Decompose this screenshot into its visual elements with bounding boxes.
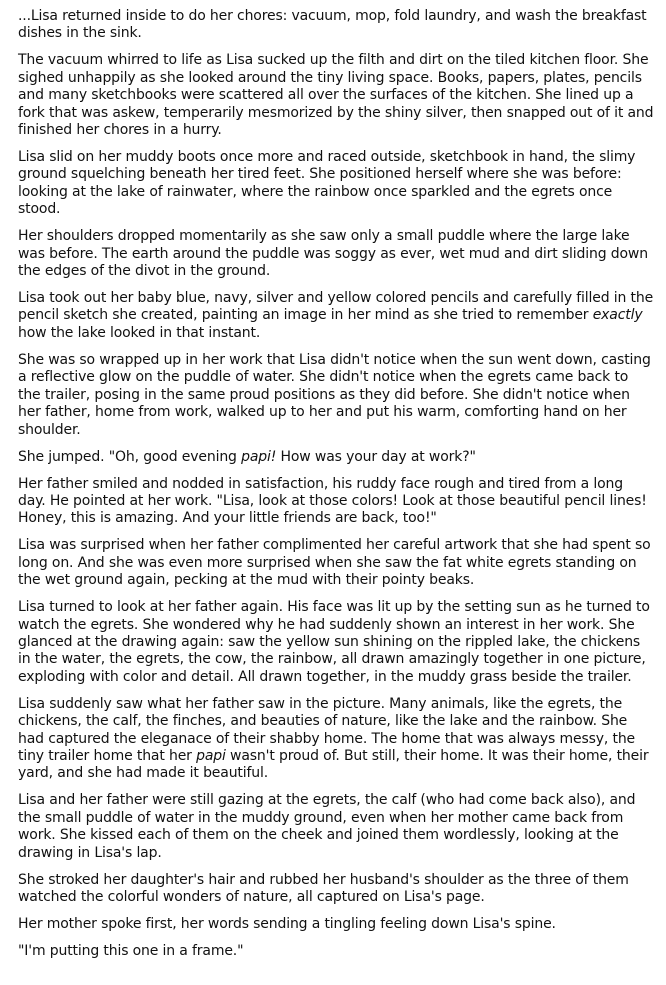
paragraph-text: wasn't proud of. But still, their home. It was their home, their yard, and she had made it beautiful. bbox=[18, 747, 649, 782]
paragraph-text: Lisa slid on her muddy boots once more and raced outside, sketchbook in hand, the slimy ground squelching beneath her tired feet. She positioned herself where she was before: looking at the lake of rainwater, where the rainbow once sparkled and the egrets once stood. bbox=[18, 149, 636, 218]
story-paragraph bbox=[18, 449, 654, 466]
paragraph-text: Lisa suddenly saw what her father saw in the picture. Many animals, like the egrets, the chickens, the calf, the finches, and beauties of nature, like the lake and the rainbow. She had captured the eleganace of their shabby home. The home that was always messy, the tiny trailer home that her bbox=[18, 695, 636, 764]
story-paragraph bbox=[18, 476, 654, 528]
paragraph-text: Her shoulders dropped momentarily as she saw only a small puddle where the large lake was before. The earth around the puddle was soggy as ever, wet mud and dirt sliding down the edges of the divot in the ground. bbox=[18, 228, 648, 280]
paragraph-text: How was your day at work?" bbox=[276, 448, 476, 465]
story-paragraph bbox=[18, 696, 654, 783]
story-paragraph bbox=[18, 228, 654, 280]
story-paragraph bbox=[18, 8, 654, 43]
paragraph-text: Lisa took out her baby blue, navy, silver and yellow colored pencils and carefully filled in the pencil sketch she created, painting an image in her mind as she tried to remember bbox=[18, 290, 654, 324]
paragraph-text: She was so wrapped up in her work that Lisa didn't notice when the sun went down, casting a reflective glow on the puddle of water. She didn't notice when the egrets came back to the trailer, posing in the same proud positions as they did before. She didn't notice when her father, home from work, walked up to her and put his warm, comforting hand on her shoulder. bbox=[18, 351, 651, 438]
paragraph-text: Her father smiled and nodded in satisfaction, his ruddy face rough and tired from a long day. He pointed at her work. "Lisa, look at those colors! Look at those beautiful pencil lines! Honey, this is amazing. And your little friends are back, too!" bbox=[18, 475, 647, 527]
emphasized-text: papi! bbox=[241, 448, 277, 465]
paragraph-text: Her mother spoke first, her words sending a tingling feeling down Lisa's spine. bbox=[18, 916, 556, 932]
story-paragraph bbox=[18, 352, 654, 439]
paragraph-text: She jumped. "Oh, good evening bbox=[18, 448, 242, 465]
emphasized-text: papi bbox=[196, 747, 226, 764]
story-paragraph bbox=[18, 149, 654, 219]
paragraph-text: ...Lisa returned inside to do her chores: vacuum, mop, fold laundry, and wash the breakfast dishes in the sink. bbox=[18, 8, 647, 42]
story-paragraph bbox=[18, 290, 654, 342]
story-paragraph bbox=[18, 872, 654, 907]
paragraph-text: "I'm putting this one in a frame." bbox=[18, 943, 244, 959]
paragraph-text: She stroked her daughter's hair and rubbed her husband's shoulder as the three of them watched the colorful wonders of nature, all captured on Lisa's page. bbox=[18, 871, 629, 905]
story-paragraph bbox=[18, 943, 654, 960]
emphasized-text: exactly bbox=[592, 307, 643, 324]
story-paragraph bbox=[18, 52, 654, 139]
paragraph-text: Lisa and her father were still gazing at the egrets, the calf (who had come back also), and the small puddle of water in the muddy ground, even when her mother came back from work. She kissed each of them on the cheek and joined them wordlessly, looking at the drawing in Lisa's lap. bbox=[18, 792, 636, 861]
story-paragraph bbox=[18, 599, 654, 686]
paragraph-text: Lisa turned to look at her father again. His face was lit up by the setting sun as he turned to watch the egrets. She wondered why he had suddenly shown an interest in her work. She glanced at the drawing again: saw the yellow sun shining on the rippled lake, the chickens in the water, the egrets, the cow, the rainbow, all drawn amazingly together in one picture, exploding with color and detail. All drawn together, in the muddy grass beside the trailer. bbox=[18, 599, 650, 685]
story-paragraph bbox=[18, 916, 654, 933]
story-paragraph bbox=[18, 537, 654, 589]
paragraph-text: Lisa was surprised when her father complimented her careful artwork that she had spent so long on. And she was even more surprised when she saw the fat white egrets standing on the wet ground again, pecking at the mud with their pointy beaks. bbox=[18, 537, 651, 589]
paragraph-text: The vacuum whirred to life as Lisa sucked up the filth and dirt on the tiled kitchen floor. She sighed unhappily as she looked around the tiny living space. Books, papers, plates, pencils and many sketchbooks were scattered all over the surfaces of the kitchen. She lined up a fork that was askew, temperarily mesmorized by the shiny silver, then snapped out of it and finished her chores in a hurry. bbox=[18, 52, 654, 139]
paragraph-text: how the lake looked in that instant. bbox=[18, 324, 261, 341]
story-paragraph bbox=[18, 792, 654, 862]
